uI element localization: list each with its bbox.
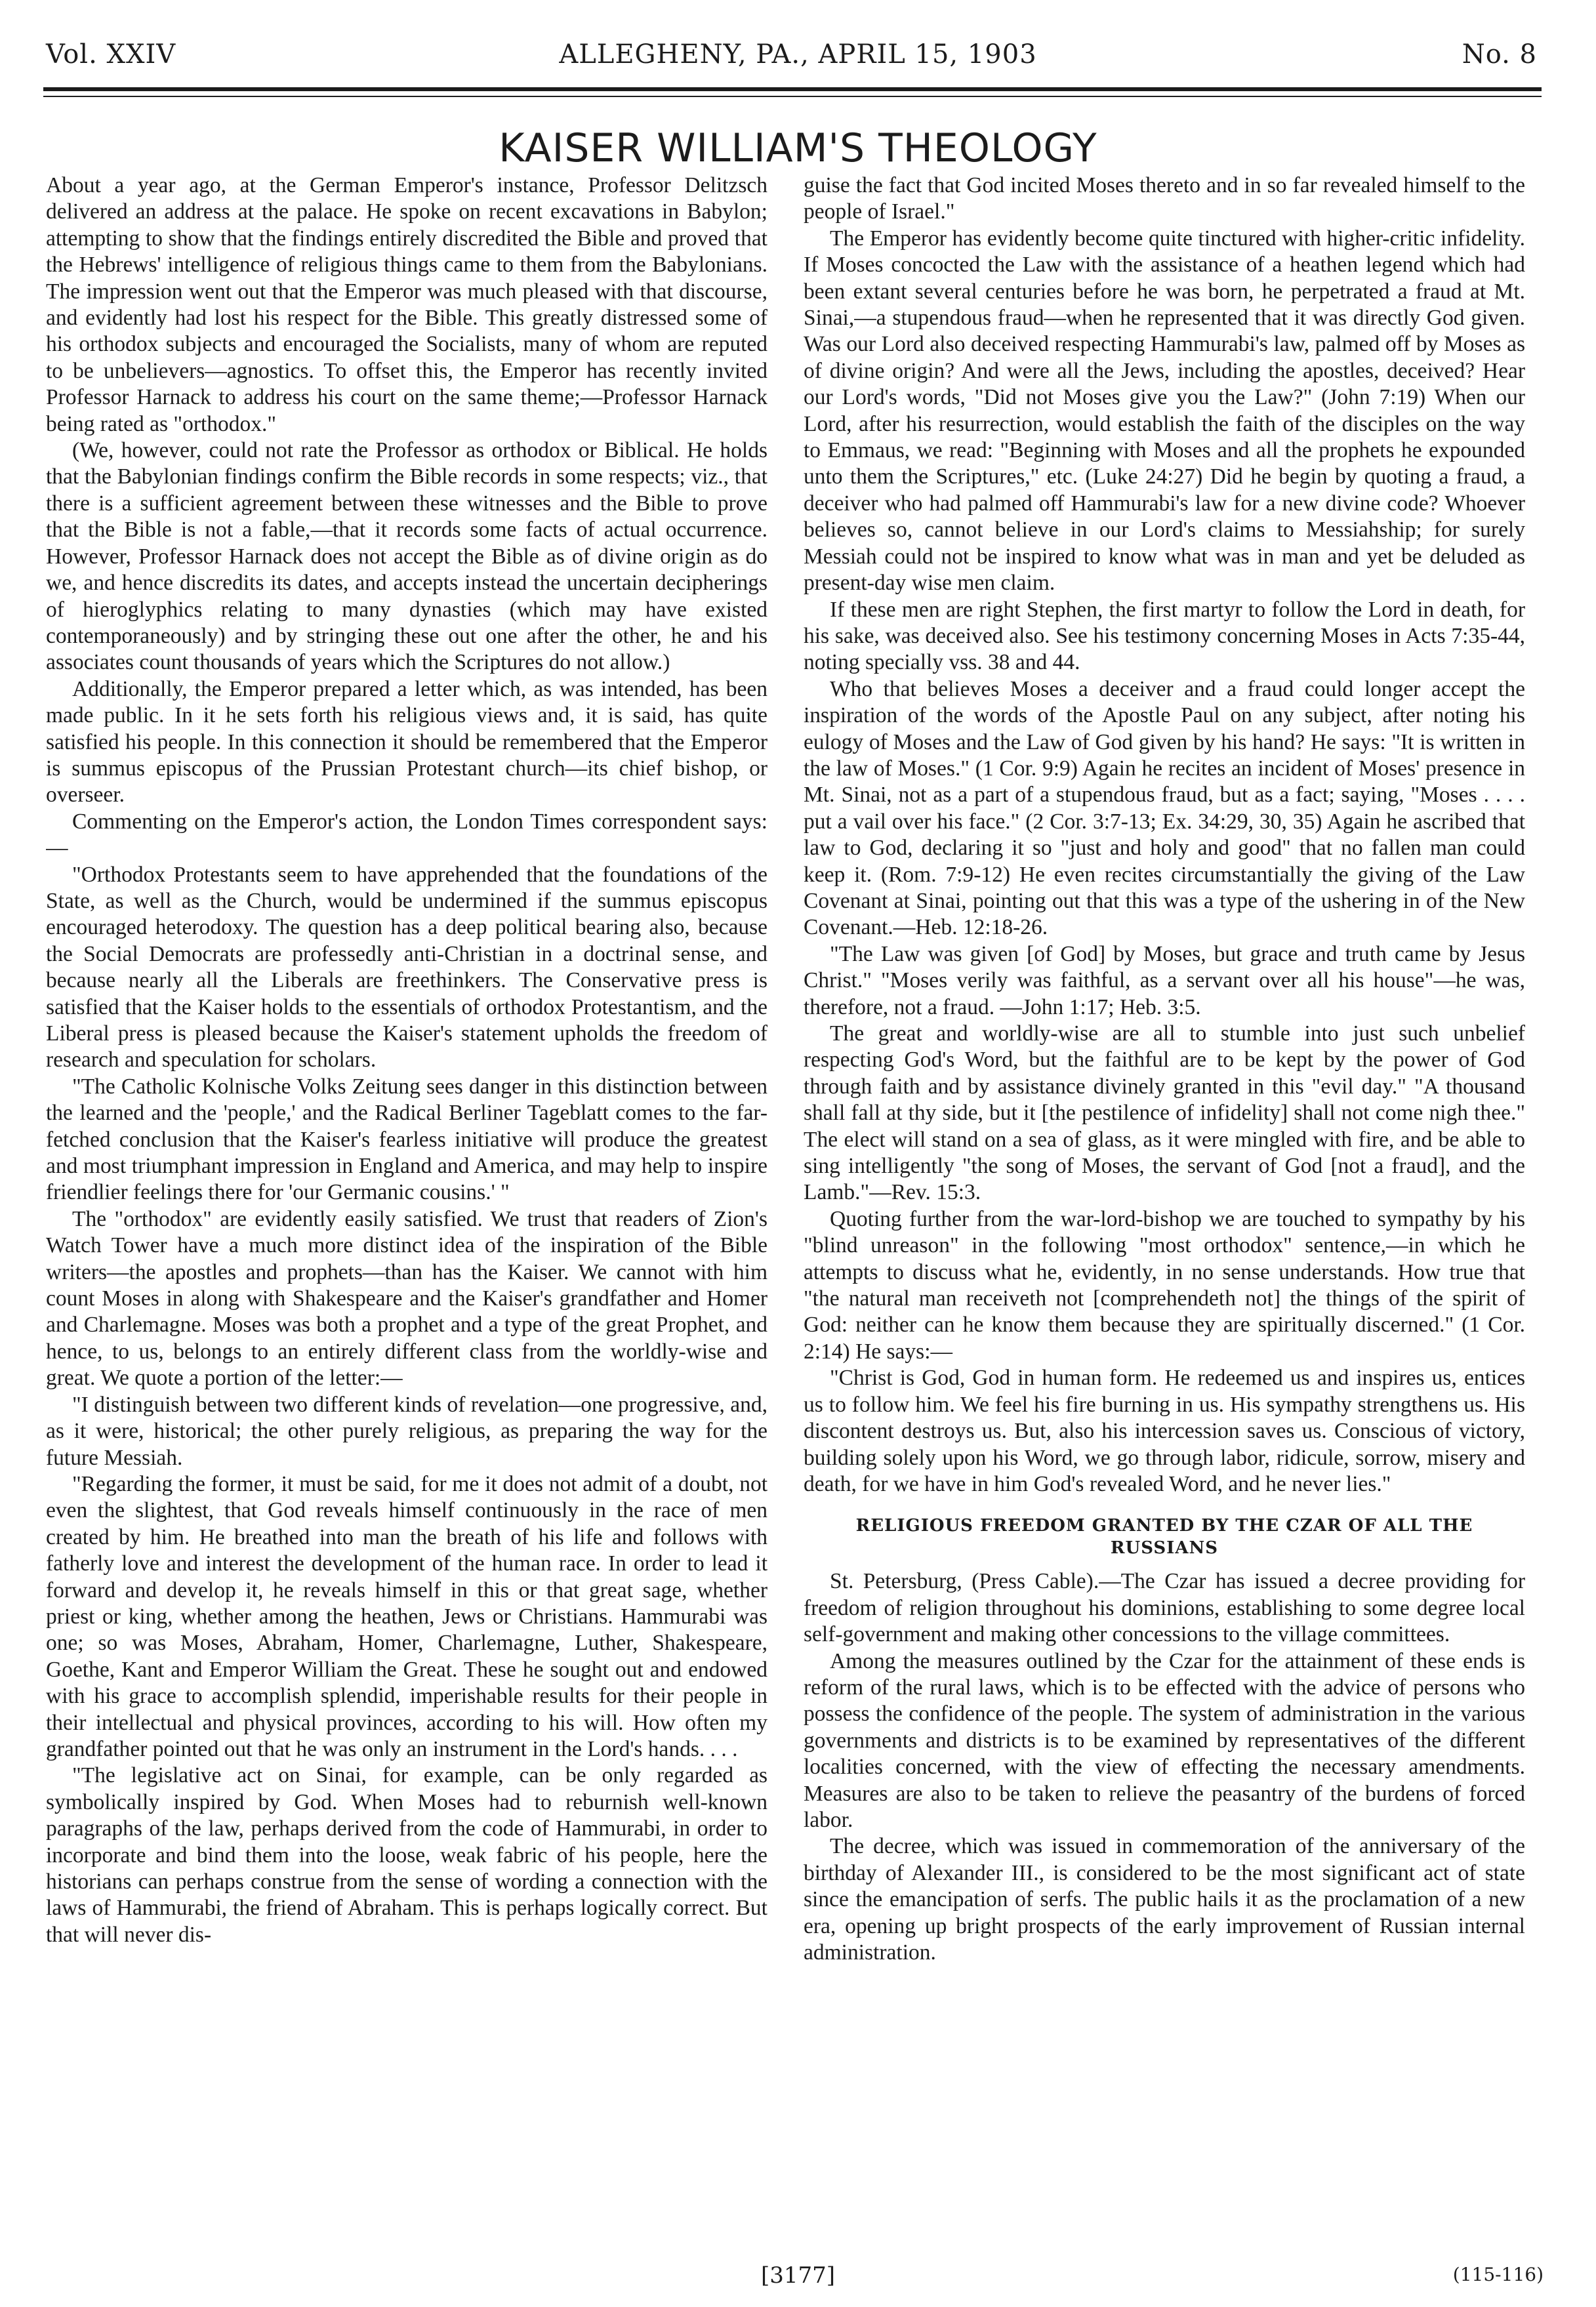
right-column: [804, 173, 1525, 2140]
paragraph: If these men are right Stephen, the first martyr to follow the Lord in death, for his sake, was deceived also. See his testimony concerning Moses in Acts 7:35-44, noting specially vss. 38 and 44.: [804, 597, 1525, 675]
paragraph: "The legislative act on Sinai, for example, can be only regarded as symbolically inspired by God. When Moses had to reburnish well-known paragraphs of the law, perhaps derived from the code of Hammurabi, in order to incorporate and bind them into the loose, weak fabric of his people, here the historians can perhaps construe from the sense of wording a connection with the laws of Hammurabi, the friend of Abraham. This is perhaps logically correct. But that will never dis-: [46, 1763, 767, 1947]
paragraph: "The Catholic Kolnische Volks Zeitung sees danger in this distinction between the learned and the 'people,' and the Radical Berliner Tageblatt comes to the far-fetched conclusion that the Kaiser's fearless initiative will produce the greatest and most triumphant impression in England and America, and may help to inspire friendlier feelings there for 'our Germanic cousins.' ": [46, 1074, 767, 1205]
page-number: [3177]: [760, 2262, 836, 2289]
page-range: (115-116): [1452, 2264, 1544, 2285]
left-column: [46, 173, 767, 2140]
header-rule-thin: [43, 96, 1542, 97]
paragraph: "Regarding the former, it must be said, for me it does not admit of a doubt, not even the slightest, that God reveals himself continuously in the race of men created by him. He breathed into man the breath of his life and follows with fatherly love and interest the development of the human race. In order to lead it forward and develop it, he reveals himself in this or that great sage, whether priest or king, whether among the heathen, Jews or Christians. Hammurabi was one; so was Moses, Abraham, Homer, Charlemagne, Luther, Shakespeare, Goethe, Kant and Emperor William the Great. These he sought out and endowed with his grace to accomplish splendid, imperishable results for their people in their intellectual and physical provinces, according to his will. How often my grandfather pointed out that he was only an instrument in the Lord's hands. . . .: [46, 1471, 767, 1761]
news-paragraph: Among the measures outlined by the Czar for the attainment of these ends is reform of the rural laws, which is to be effected with the advice of persons who possess the confidence of the people. The system of administration in the various governments and districts is to be examined by representatives of the different localities concerned, with the view of effecting the necessary amendments. Measures are also to be taken to relieve the peasantry of the burdens of forced labor.: [804, 1648, 1525, 1832]
paragraph: The Emperor has evidently become quite tinctured with higher-critic infidelity. If Moses concocted the Law with the assistance of a heathen legend which had been extant several centuries before he was born, he perpetrated a fraud at Mt. Sinai,—a stupendous fraud—when he represented that it was directly God given. Was our Lord also deceived respecting Hammurabi's law, palmed off by Moses as of divine origin? And were all the Jews, including the apostles, deceived? Hear our Lord's words, "Did not Moses give you the Law?" (John 7:19) When our Lord, after his resurrection, would establish the faith of the disciples on the way to Emmaus, we read: "Beginning with Moses and all the prophets he expounded unto them the Scriptures," etc. (Luke 24:27) Did he begin by quoting a fraud, a deceiver who had palmed off Hammurabi's law for a new divine code? Whoever believes so, cannot believe in our Lord's claims to Messiahship; for surely Messiah could not be inspired to know what was in man and yet be deluded as present-day wise men claim.: [804, 226, 1525, 596]
paragraph: "Christ is God, God in human form. He redeemed us and inspires us, entices us to follow him. We feel his fire burning in us. His sympathy strengthens us. His discontent destroys us. But, also his intercession saves us. Conscious of victory, building solely upon his Word, we go through labor, ridicule, sorrow, misery and death, for we have in him God's revealed Word, and he never lies.": [804, 1366, 1525, 1496]
paragraph: Additionally, the Emperor prepared a letter which, as was intended, has been made public. In it he sets forth his religious views and, it is said, has quite satisfied his people. In this connection it should be remembered that the Emperor is summus episcopus of the Prussian Protestant church—its chief bishop, or overseer.: [46, 676, 767, 807]
paragraph: (We, however, could not rate the Professor as orthodox or Biblical. He holds that the Babylonian findings confirm the Bible records in some respects; viz., that there is a sufficient agreement between these witnesses and the Bible to prove that the Bible is not a fable,—that it records some facts of actual occurrence. However, Professor Harnack does not accept the Bible as of divine origin as do we, and hence discredits its dates, and accepts instead the uncertain decipherings of hieroglyphics relating to many dynasties (which may have existed contemporaneously) and by stringing these out one after the other, he and his associates count thousands of years which the Scriptures do not allow.): [46, 438, 767, 675]
paragraph: About a year ago, at the German Emperor's instance, Professor Delitzsch delivered an address at the palace. He spoke on recent excavations in Babylon; attempting to show that the findings entirely discredited the Bible and proved that the Hebrews' intelligence of religious things came to them from the Babylonians. The impression went out that the Emperor was much pleased with that discourse, and evidently had lost his respect for the Bible. This greatly distressed some of his orthodox subjects and encouraged the Socialists, many of whom are reputed to be unbelievers—agnostics. To offset this, the Emperor has recently invited Professor Harnack to address his court on the same theme;—Professor Harnack being rated as "orthodox.": [46, 173, 767, 436]
issue-number: No. 8: [1462, 39, 1537, 70]
paragraph: Who that believes Moses a deceiver and a fraud could longer accept the inspiration of the words of the Apostle Paul on any subject, after noting his eulogy of Moses and the Law of God given by his hand? He says: "It is written in the law of Moses." (1 Cor. 9:9) Again he recites an incident of Moses' presence in Mt. Sinai, not as a part of a stupendous fraud, but as a fact; saying, "Moses . . . . put a vail over his face." (2 Cor. 3:7-13; Ex. 34:29, 30, 35) Again he ascribed that law to God, declaring it so "just and holy and good" that no fallen man could keep it. (Rom. 7:9-12) He even recites circumstantially the giving of the Law Covenant at Sinai, pointing out that this was a type of the ushering in of the New Covenant.—Heb. 12:18-26.: [804, 676, 1525, 940]
paragraph: guise the fact that God incited Moses thereto and in so far revealed himself to the people of Israel.": [804, 173, 1525, 224]
paragraph: "I distinguish between two different kinds of revelation—one progressive, and, as it were, historical; the other purely religious, as preparing the way for the future Messiah.: [46, 1392, 767, 1470]
volume-label: Vol. XXIV: [46, 39, 176, 70]
news-heading: RELIGIOUS FREEDOM GRANTED BY THE CZAR OF ALL THE RUSSIANS: [855, 1516, 1473, 1559]
news-paragraph: St. Petersburg, (Press Cable).—The Czar has issued a decree providing for freedom of religion throughout his dominions, establishing to some degree local self-government and making other concessions to the village committees.: [804, 1569, 1525, 1647]
paragraph: Commenting on the Emperor's action, the London Times correspondent says:—: [46, 809, 767, 861]
paragraph: The great and worldly-wise are all to stumble into just such unbelief respecting God's Word, but the faithful are to be kept by the power of God through faith and by assistance divinely granted in this "evil day." "A thousand shall fall at thy side, but it [the pestilence of infidelity] shall not come nigh thee." The elect will stand on a sea of glass, as it were mingled with fire, and be able to sing intelligently "the song of Moses, the servant of God [not a fraud], and the Lamb."—Rev. 15:3.: [804, 1021, 1525, 1205]
article-title: KAISER WILLIAM'S THEOLOGY: [499, 125, 1097, 171]
paragraph: The "orthodox" are evidently easily satisfied. We trust that readers of Zion's Watch Tower have a much more distinct idea of the inspiration of the Bible writers—the apostles and prophets—than has the Kaiser. We cannot with him count Moses in along with Shakespeare and the Kaiser's grandfather and Homer and Charlemagne. Moses was both a prophet and a type of the great Prophet, and hence, to us, belongs to an entirely different class from the worldly-wise and great. We quote a portion of the letter:—: [46, 1206, 767, 1391]
news-paragraph: The decree, which was issued in commemoration of the anniversary of the birthday of Alexander III., is considered to be the most significant act of state since the emancipation of serfs. The public hails it as the proclamation of a new era, opening up bright prospects of the early improvement of Russian internal administration.: [804, 1834, 1525, 1965]
header-rule-thick: [43, 87, 1542, 91]
dateline: ALLEGHENY, PA., APRIL 15, 1903: [559, 39, 1037, 70]
paragraph: "The Law was given [of God] by Moses, but grace and truth came by Jesus Christ." "Moses verily was faithful, as a servant over all his house"—he was, therefore, not a fraud. —John 1:17; Heb. 3:5.: [804, 941, 1525, 1019]
paragraph: Quoting further from the war-lord-bishop we are touched to sympathy by his "blind unreason" in the following "most orthodox" sentence,—in which he attempts to discuss what he, evidently, in no sense understands. How true that "the natural man receiveth not [comprehendeth not] the things of the spirit of God: neither can he know them because they are spiritually discerned." (1 Cor. 2:14) He says:—: [804, 1206, 1525, 1364]
paragraph: "Orthodox Protestants seem to have apprehended that the foundations of the State, as well as the Church, would be undermined if the summus episcopus encouraged heterodoxy. The question has a deep political bearing also, because the Social Democrats are professedly anti-Christian in a doctrinal sense, and because nearly all the Liberals are freethinkers. The Conservative press is satisfied that the Kaiser holds to the essentials of orthodox Protestantism, and the Liberal press is pleased because the Kaiser's statement upholds the freedom of research and speculation for scholars.: [46, 862, 767, 1072]
